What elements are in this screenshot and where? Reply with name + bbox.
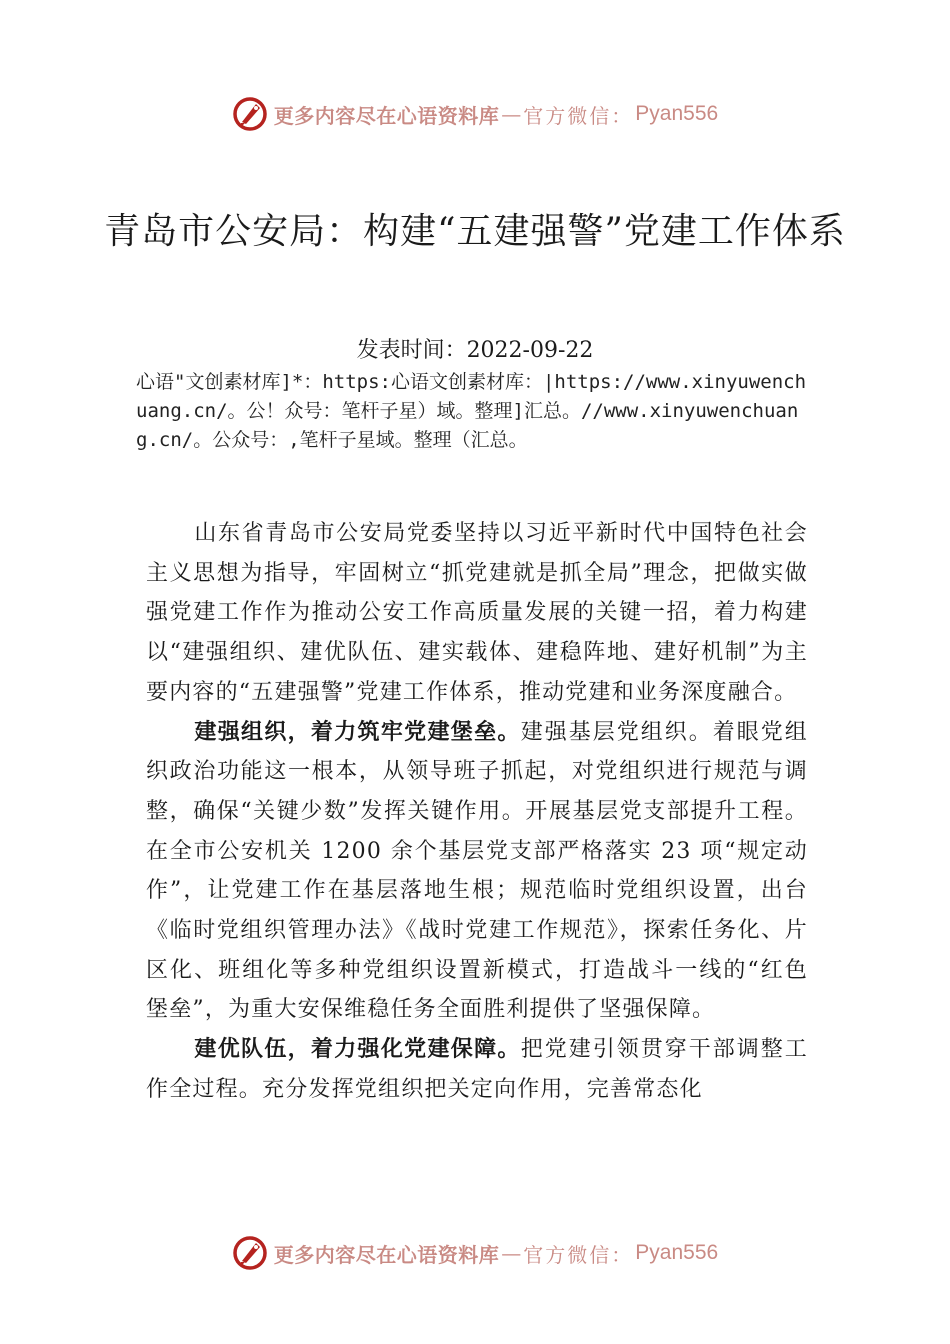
paragraph-heading: 建优队伍，着力强化党建保障。 <box>194 1037 521 1063</box>
banner-wechat-id: Pyan556 <box>635 102 719 125</box>
publish-date: 发表时间：2022-09-22 <box>356 338 594 363</box>
banner-text: 更多内容尽在心语资料库 <box>273 1242 500 1267</box>
banner-wechat-label: 官方微信： <box>523 103 634 128</box>
header-banner <box>0 94 950 134</box>
document-title: 青岛市公安局：构建“五建强警”党建工作体系 <box>104 211 846 252</box>
pen-logo-icon <box>232 96 268 132</box>
paragraph-organization <box>146 713 808 1031</box>
banner-separator: — <box>501 1241 522 1265</box>
paragraph-text: 山东省青岛市公安局党委坚持以习近平新时代中国特色社会主义思想为指导，牢固树立“抓党建就是抓全局”理念，把做实做强党建工作作为推动公安工作高质量发展的关键一招，着力构建以“建强组织、建优队伍、建实载体、建稳阵地、建好机制”为主要内容的“五建强警”党建工作体系，推动党建和业务深度融合。 <box>146 521 808 705</box>
banner-text: 更多内容尽在心语资料库 <box>273 103 500 128</box>
banner-wechat-id: Pyan556 <box>635 1241 719 1264</box>
banner-separator: — <box>501 102 522 126</box>
paragraph-text: 建强基层党组织。着眼党组织政治功能这一根本，从领导班子抓起，对党组织进行规范与调整，确保“关键少数”发挥关键作用。开展基层党支部提升工程。在全市公安机关 1200 余个基层党支部严格落实 23 项“规定动作”，让党建工作在基层落地生根；规范临时党组织设置，出台《临时党组织管理办法》《战时党建工作规范》，探索任务化、片区化、班组化等多种党组织设置新模式，打造战斗一线的“红色堡垒”，为重大安保维稳任务全面胜利提供了坚强保障。 <box>146 719 808 1023</box>
paragraph-text: 把党建引领贯穿干部调整工作全过程。充分发挥党组织把关定向作用，完善常态化 <box>146 1037 808 1102</box>
article-body <box>146 514 808 1110</box>
paragraph-heading: 建强组织，着力筑牢党建堡垒。 <box>194 719 521 745</box>
paragraph-intro <box>146 514 808 713</box>
pen-logo-icon <box>232 1235 268 1271</box>
footer-banner <box>0 1233 950 1273</box>
source-notice: 心语"文创素材库]*：https:心语文创素材库：|https://www.xinyuwenchuang.cn/。公！众号：笔杆子星）域。整理]汇总。//www.xinyuwenchuang.cn/。公众号：,笔杆子星域。整理（汇总。 <box>136 371 807 451</box>
banner-wechat-label: 官方微信： <box>523 1242 634 1267</box>
paragraph-team <box>146 1030 808 1109</box>
